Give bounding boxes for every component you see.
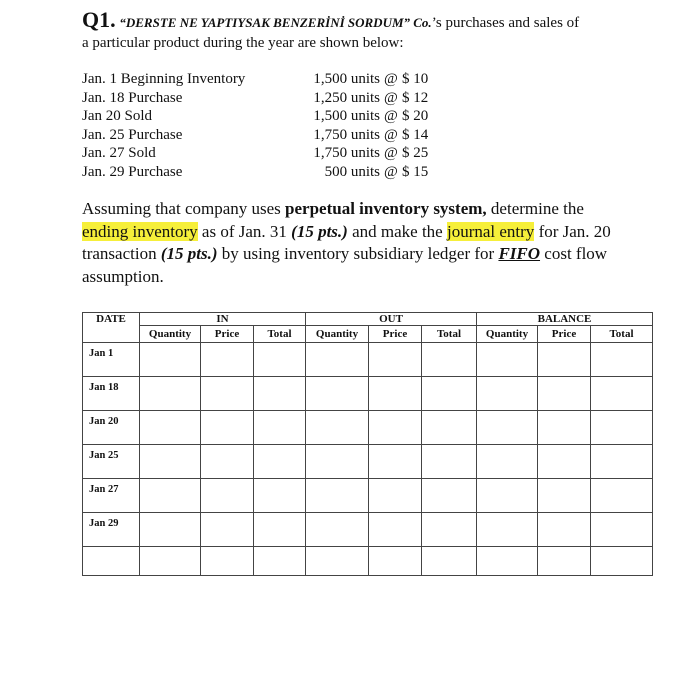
question-header [82, 7, 662, 53]
transaction-units: 1,750 units [313, 145, 380, 161]
ledger-cell[interactable] [140, 343, 201, 377]
transaction-units: 1,750 units [313, 126, 380, 143]
fifo-label: FIFO [498, 244, 541, 263]
date-cell: Jan 1 [83, 343, 140, 377]
ledger-subheader-row [83, 326, 653, 343]
ledger-cell[interactable] [306, 377, 369, 411]
ledger-cell[interactable] [538, 479, 591, 513]
ledger-cell[interactable] [538, 513, 591, 547]
ledger-cell[interactable] [422, 547, 477, 576]
table-row [83, 479, 653, 513]
ledger-cell[interactable] [254, 445, 306, 479]
ledger-cell[interactable] [254, 377, 306, 411]
question-intro-2: a particular product during the year are shown below: [82, 35, 404, 51]
ledger-cell[interactable] [591, 479, 653, 513]
date-cell[interactable] [83, 547, 140, 576]
transaction-units: 1,250 units [313, 89, 380, 106]
transaction-at: @ [384, 145, 398, 161]
ledger-cell[interactable] [306, 411, 369, 445]
date-header: DATE [83, 313, 140, 343]
ledger-cell[interactable] [201, 513, 254, 547]
ledger-cell[interactable] [254, 343, 306, 377]
transaction-price: $ 15 [402, 163, 429, 180]
ledger-cell[interactable] [538, 547, 591, 576]
ledger-cell[interactable] [422, 445, 477, 479]
ledger-cell[interactable] [477, 445, 538, 479]
transaction-price: $ 10 [402, 71, 429, 87]
inventory-ledger-table [82, 312, 653, 576]
transaction-label: Jan. 25 Purchase [82, 126, 183, 143]
ledger-cell[interactable] [422, 343, 477, 377]
question-intro-1: ’s purchases and sales of [431, 15, 580, 31]
highlight-ending-inventory: ending inventory [82, 221, 198, 241]
transaction-units: 1,500 units [313, 71, 380, 87]
ledger-cell[interactable] [591, 513, 653, 547]
transaction-label: Jan. 1 Beginning Inventory [82, 71, 246, 87]
ledger-cell[interactable] [306, 547, 369, 576]
company-name: “DERSTE NE YAPTIYSAK BENZERİNİ SORDUM” Co. [119, 15, 432, 30]
ledger-cell[interactable] [591, 377, 653, 411]
ledger-cell[interactable] [254, 547, 306, 576]
transaction-label: Jan. 18 Purchase [82, 89, 183, 106]
transaction-label: Jan. 27 Sold [82, 145, 156, 161]
instr-text: by using inventory subsidiary ledger for [217, 244, 499, 263]
ledger-cell[interactable] [140, 445, 201, 479]
ledger-cell[interactable] [422, 411, 477, 445]
ledger-cell[interactable] [140, 547, 201, 576]
ledger-cell[interactable] [477, 377, 538, 411]
ledger-cell[interactable] [591, 343, 653, 377]
ledger-cell[interactable] [254, 479, 306, 513]
transaction-price: $ 20 [402, 108, 429, 124]
ledger-cell[interactable] [422, 479, 477, 513]
balance-price-header: Price [538, 326, 591, 343]
transaction-at: @ [384, 89, 398, 106]
transaction-label: Jan 20 Sold [82, 108, 153, 124]
ledger-cell[interactable] [201, 445, 254, 479]
points-1: (15 pts.) [291, 221, 348, 241]
transaction-units: 1,500 units [313, 108, 380, 124]
ledger-cell[interactable] [591, 411, 653, 445]
out-total-header: Total [422, 326, 477, 343]
ledger-cell[interactable] [369, 411, 422, 445]
transaction-label: Jan. 29 Purchase [82, 163, 183, 180]
ledger-cell[interactable] [140, 377, 201, 411]
ledger-cell[interactable] [538, 445, 591, 479]
date-cell: Jan 29 [83, 513, 140, 547]
transaction-price: $ 12 [402, 89, 429, 106]
instr-text: determine the [486, 199, 584, 218]
instr-text: Assuming that company uses [82, 199, 286, 218]
in-price-header: Price [201, 326, 254, 343]
out-header: OUT [306, 313, 477, 326]
ledger-cell[interactable] [254, 513, 306, 547]
ledger-cell[interactable] [369, 445, 422, 479]
ledger-cell[interactable] [201, 547, 254, 576]
table-row [83, 547, 653, 576]
highlight-journal-entry: journal entry [446, 221, 535, 241]
transaction-price: $ 25 [402, 145, 429, 161]
table-row [83, 411, 653, 445]
table-row [83, 377, 653, 411]
table-row [83, 513, 653, 547]
date-cell: Jan 25 [83, 445, 140, 479]
ledger-cell[interactable] [201, 479, 254, 513]
ledger-cell[interactable] [306, 513, 369, 547]
balance-header: BALANCE [477, 313, 653, 326]
ledger-cell[interactable] [140, 479, 201, 513]
ledger-cell[interactable] [140, 513, 201, 547]
instr-text: as of Jan. 31 [197, 221, 292, 241]
ledger-cell[interactable] [422, 513, 477, 547]
ledger-header-row [83, 313, 653, 326]
ledger-cell[interactable] [306, 445, 369, 479]
in-total-header: Total [254, 326, 306, 343]
table-row [83, 343, 653, 377]
ledger-cell[interactable] [369, 513, 422, 547]
question-number: Q1. [82, 7, 116, 32]
ledger-cell[interactable] [369, 547, 422, 576]
ledger-cell[interactable] [538, 377, 591, 411]
transaction-units: 500 units [324, 163, 380, 180]
ledger-cell[interactable] [201, 411, 254, 445]
balance-total-header: Total [591, 326, 653, 343]
balance-quantity-header: Quantity [477, 326, 538, 343]
ledger-cell[interactable] [201, 377, 254, 411]
transaction-at: @ [384, 163, 398, 180]
ledger-cell[interactable] [591, 445, 653, 479]
ledger-cell[interactable] [422, 377, 477, 411]
instr-bold-system: perpetual inventory system, [285, 199, 487, 218]
instr-text: and make the [347, 221, 447, 241]
date-cell: Jan 20 [83, 411, 140, 445]
ledger-cell[interactable] [477, 513, 538, 547]
out-price-header: Price [369, 326, 422, 343]
question-line-1 [82, 7, 662, 33]
transaction-price: $ 14 [402, 126, 429, 143]
transaction-at: @ [384, 126, 398, 143]
ledger-cell[interactable] [591, 547, 653, 576]
date-cell: Jan 18 [83, 377, 140, 411]
instructions-paragraph [82, 198, 627, 288]
ledger-cell[interactable] [254, 411, 306, 445]
ledger-cell[interactable] [538, 411, 591, 445]
ledger-cell[interactable] [477, 547, 538, 576]
ledger-cell[interactable] [306, 343, 369, 377]
points-2: (15 pts.) [160, 244, 218, 263]
ledger-cell[interactable] [477, 479, 538, 513]
out-quantity-header: Quantity [306, 326, 369, 343]
ledger-cell[interactable] [306, 479, 369, 513]
ledger-cell[interactable] [477, 411, 538, 445]
in-header: IN [140, 313, 306, 326]
ledger-cell[interactable] [369, 377, 422, 411]
ledger-cell[interactable] [369, 479, 422, 513]
table-row [83, 445, 653, 479]
instr-text: for Jan. 20 transaction [82, 221, 611, 263]
ledger-cell[interactable] [538, 343, 591, 377]
transaction-at: @ [384, 71, 398, 87]
instr-text: cost flow assumption. [82, 244, 608, 286]
ledger-cell[interactable] [201, 343, 254, 377]
date-cell: Jan 27 [83, 479, 140, 513]
ledger-cell[interactable] [140, 411, 201, 445]
ledger-cell[interactable] [369, 343, 422, 377]
in-quantity-header: Quantity [140, 326, 201, 343]
ledger-cell[interactable] [477, 343, 538, 377]
transaction-at: @ [384, 108, 398, 124]
